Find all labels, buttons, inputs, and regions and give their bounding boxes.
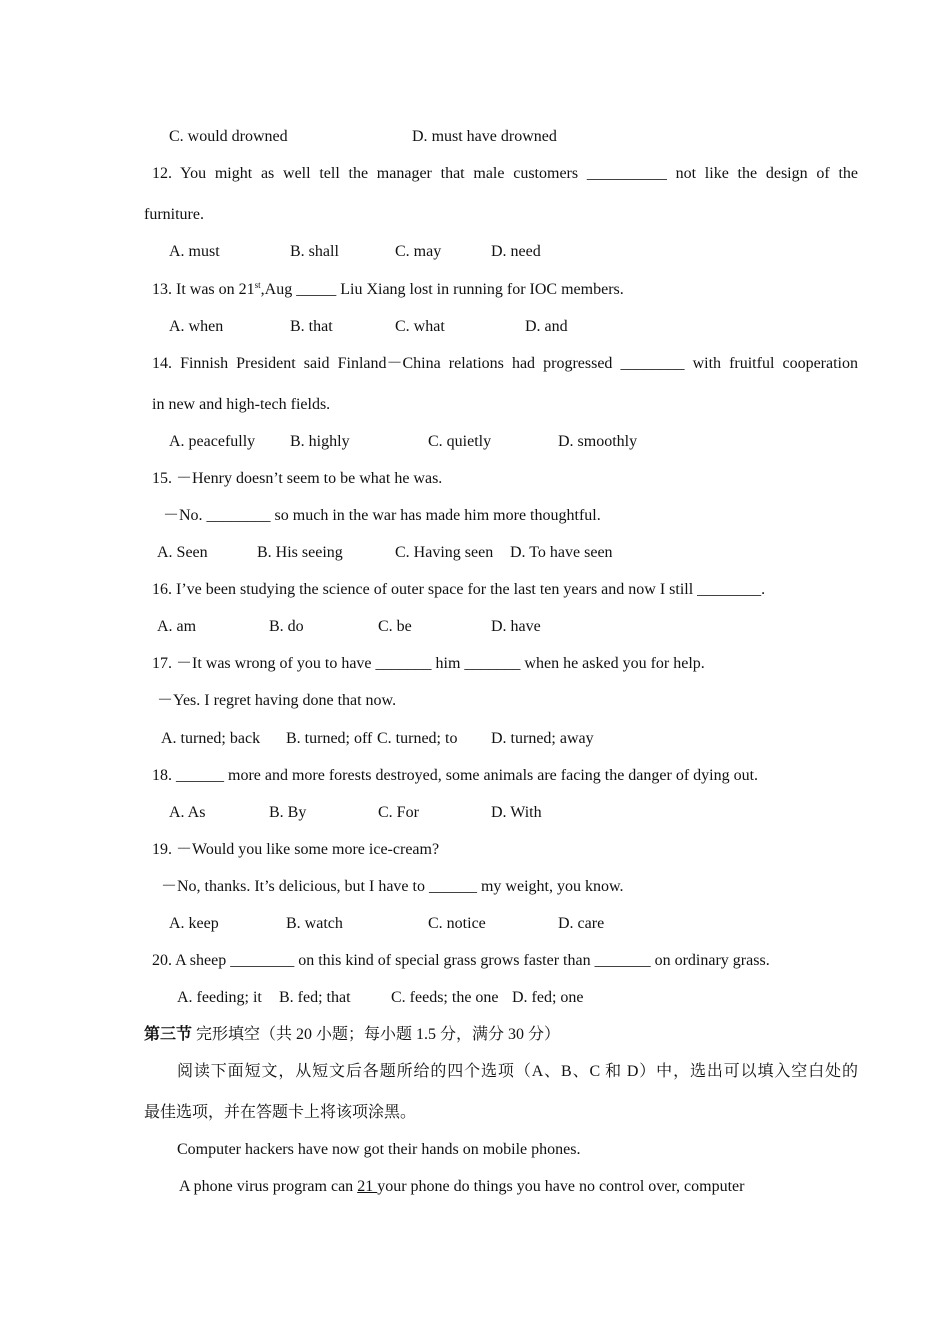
q18-option-a: A. As [169,804,206,821]
passage-line: Computer hackers have now got their hands on mobile phones. [177,1141,581,1158]
q15-option-c: C. Having seen [395,544,494,561]
q17-stem: 17. －It was wrong of you to have _______ him _______ when he asked you for help. [152,655,705,672]
section-heading [144,1025,560,1045]
q17-option-b: B. turned; off [286,730,373,747]
q11-option-c: C. would drowned [169,128,288,145]
q17-option-d: D. turned; away [491,730,594,747]
q14-option-a: A. peacefully [169,433,256,450]
q14-stem-continued: in new and high-tech fields. [152,396,331,413]
q15-option-a: A. Seen [157,544,208,561]
q12-option-a: A. must [169,243,220,260]
q16-option-d: D. have [491,618,541,635]
q12-option-b: B. shall [290,243,339,260]
q17-stem-reply: －Yes. I regret having done that now. [157,692,397,709]
section-heading-text: 完形填空（共 20 小题；每小题 1.5 分，满分 30 分） [192,1026,561,1043]
q11-option-d: D. must have drowned [412,128,557,145]
q15-stem: 15. －Henry doesn’t seem to be what he was. [152,470,443,487]
q14-option-b: B. highly [290,433,350,450]
q20-stem: 20. A sheep ________ on this kind of special grass grows faster than _______ on ordinary grass. [152,952,770,969]
section-heading-label: 第三节 [144,1026,193,1043]
q15-option-d: D. To have seen [510,544,613,561]
q13-option-c: C. what [395,318,445,335]
passage-line: A phone virus program can 21 your phone do things you have no control over, computer [179,1178,745,1195]
q14-option-d: D. smoothly [558,433,638,450]
q13-option-d: D. and [525,318,568,335]
q16-option-c: C. be [378,618,412,635]
q14-stem: 14. Finnish President said Finland－China relations had progressed ________ with fruitful cooperation [152,355,858,372]
q13-stem: 13. It was on 21st,Aug _____ Liu Xiang lost in running for IOC members. [152,280,624,298]
q12-stem: 12. You might as well tell the manager that male customers __________ not like the design of the [152,165,858,182]
section-instructions-continued: 最佳选项，并在答题卡上将该项涂黑。 [144,1104,417,1121]
q12-option-d: D. need [491,243,541,260]
q18-option-c: C. For [378,804,419,821]
q18-stem: 18. ______ more and more forests destroyed, some animals are facing the danger of dying out. [152,767,759,784]
q18-option-d: D. With [491,804,542,821]
q20-option-c: C. feeds; the one [391,989,499,1006]
q17-option-c: C. turned; to [377,730,458,747]
q20-option-a: A. feeding; it [177,989,262,1006]
blank-21: 21 [357,1178,378,1195]
q20-option-d: D. fed; one [512,989,584,1006]
q14-option-c: C. quietly [428,433,492,450]
q13-option-a: A. when [169,318,224,335]
q19-stem-reply: －No, thanks. It’s delicious, but I have to ______ my weight, you know. [161,878,624,895]
q18-option-b: B. By [269,804,307,821]
q16-stem: 16. I’ve been studying the science of outer space for the last ten years and now I still ________. [152,581,766,598]
q19-option-d: D. care [558,915,605,932]
q19-stem: 19. －Would you like some more ice-cream? [152,841,440,858]
q16-option-a: A. am [157,618,197,635]
q20-option-b: B. fed; that [279,989,351,1006]
q19-option-a: A. keep [169,915,219,932]
q19-option-c: C. notice [428,915,486,932]
q12-option-c: C. may [395,243,442,260]
q13-option-b: B. that [290,318,333,335]
q12-stem-continued: furniture. [144,206,204,223]
q15-stem-reply: －No. ________ so much in the war has made him more thoughtful. [163,507,601,524]
q19-option-b: B. watch [286,915,343,932]
q15-option-b: B. His seeing [257,544,343,561]
q16-option-b: B. do [269,618,304,635]
q17-option-a: A. turned; back [161,730,261,747]
section-instructions: 阅读下面短文，从短文后各题所给的四个选项（A、B、C 和 D）中，选出可以填入空白处的 [177,1063,858,1080]
